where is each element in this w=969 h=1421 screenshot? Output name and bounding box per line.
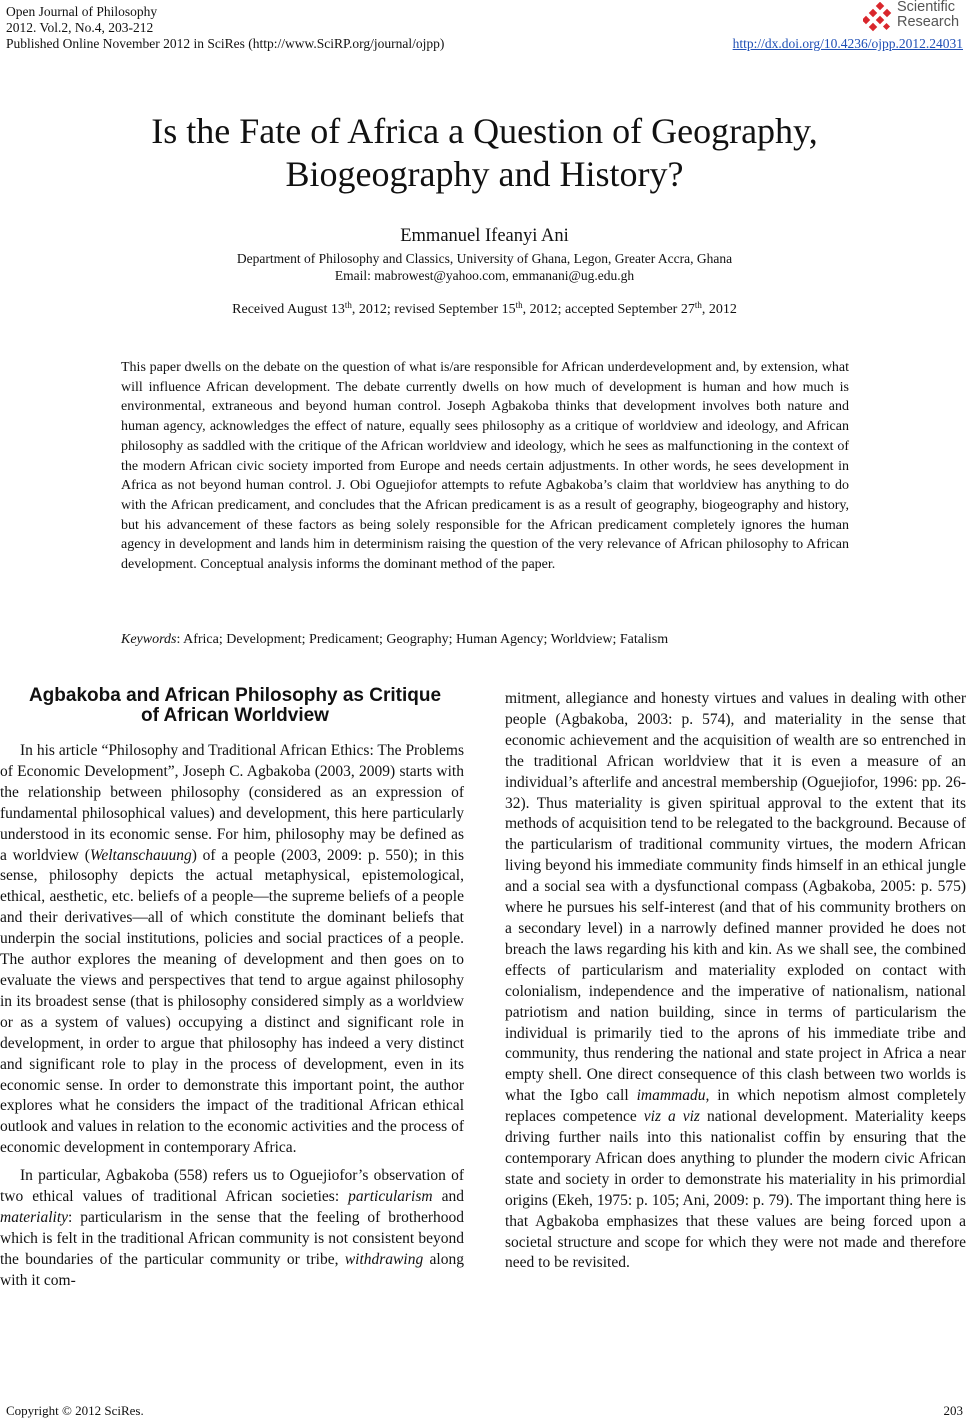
paragraph-2-term-materiality: materiality xyxy=(0,1208,69,1226)
author-email: Email: mabrowest@yahoo.com, emmanani@ug.edu.gh xyxy=(334,268,635,283)
section-heading-line-1: Agbakoba and African Philosophy as Critique xyxy=(28,685,442,706)
revised-suffix: th xyxy=(515,300,523,310)
publication-info: Published Online November 2012 in SciRes (http://www.SciRP.org/journal/ojpp) xyxy=(6,36,445,51)
left-column xyxy=(0,741,464,1292)
paper-title xyxy=(0,110,969,196)
logo-text xyxy=(897,0,959,30)
doi-link[interactable]: http://dx.doi.org/10.4236/ojpp.2012.24031 xyxy=(732,36,963,51)
paragraph-1 xyxy=(0,741,464,1159)
revised-date: , 2012; revised September 15 xyxy=(351,302,516,317)
scientific-research-logo-icon xyxy=(863,2,897,32)
keywords-label: Keywords xyxy=(121,632,177,647)
accepted-date: , 2012; accepted September 27 xyxy=(522,302,695,317)
abstract: This paper dwells on the debate on the question of what is/are responsible for African underdevelopment and, by extension, what will influence African development. The debate currently dwells on how much of development is human and how much is environmental, extraneous and beyond human control. Joseph Agbakoba thinks that development involves both nature and human agency, acknowledges the effect of nature, equally sees philosophy as a critique of worldview and ideology, and African philosophy as saddled with the critique of the African worldview and ideology, which he sees as malfunctioning in the context of the modern African civic society imported from Europe and needs certain adjustments. In other words, he sees development in Africa as not beyond human control. J. Obi Oguejiofor attempts to refute Agbakoba’s claim that worldview has anything to do with the African predicament, and concludes that the African predicament is as a result of geography, biogeography and history, but his advancement of these factors as being solely responsible for the African predicament completely ignores the human agency in development and lands him in determinism raising the question of the very relevance of African philosophy to African development. Conceptual analysis informs the dominant method of the paper. xyxy=(121,360,849,573)
paragraph-1-text-b: ) of a people (2003, 2009: p. 550); in this sense, philosophy depicts the actual metaphysical, epistemological, ethical, aesthetic, etc. beliefs of a people—the supreme beliefs of a people and their derivatives—all of which constitute the dominant beliefs that underpin the social institutions, policies and social practices of a people. The author explores the meaning of development and then goes on to evaluate the views and perspectives that tend to argue against philosophy in its broadest sense (that is philosophy considered simply as a worldview or as a system of values) occupying a distinct and significant role in development, in order to argue that philosophy has indeed a very distinct and significant role to play in the process of development, even in its economic sense. In order to demonstrate this important point, the author explores what he considers the impact of the traditional African ethical outlook and values in relation to the economic activities and the process of economic development in contemporary Africa. xyxy=(0,846,464,1157)
keywords-list: : Africa; Development; Predicament; Geography; Human Agency; Worldview; Fatalism xyxy=(176,632,669,647)
keywords xyxy=(121,632,849,648)
affiliation: Department of Philosophy and Classics, University of Ghana, Legon, Greater Accra, Ghana xyxy=(236,251,733,266)
journal-header xyxy=(6,4,444,52)
page-number: 203 xyxy=(943,1403,963,1418)
title-line-1: Is the Fate of Africa a Question of Geography, xyxy=(151,111,818,151)
paragraph-3-text-a: mitment, allegiance and honesty virtues and values in dealing with other people (Agbakoba, 2003: p. 574), and materiality in the sense that economic achievement and the acquisition of wealth are so entrenched in the traditional African worldview that it is even a measure of an individual’s afterlife and ancestral membership (Oguejiofor, 1996: pp. 26-32). Thus materiality is given spiritual approval to the extent that its methods of acquisition tend to be relegated to the background. Because of the particularism of traditional community virtues, the modern African living beyond his immediate community finds himself in an ethical jungle and a social sea with a dysfunctional compass (Agbakoba, 2005: p. 575) where he pursues his self-interest (and that of his community brothers on a secondary level) in a narrowly defined manner provided he does not breach the laws regarding his kith and kin. As we shall see, the combined effects of particularism and materiality exploded on contact with colonialism, independence and the imperative of nationalism, national patriotism and nation building, since in terms of particularism the individual is primarily tied to the aprons of his immediate tribe and community, thus rendering the national and state project in Africa a near empty shell. One direct consequence of this clash between two worlds is what the Igbo call xyxy=(505,690,966,1105)
paragraph-2-text-c: : particularism in the sense that the feeling of brotherhood which is felt in the traditional African community is not consistent beyond the boundaries of the particular community or tribe, xyxy=(0,1208,464,1268)
logo-text-line1: Scientific xyxy=(897,0,956,15)
paragraph-2 xyxy=(0,1166,464,1291)
submission-dates xyxy=(0,302,969,318)
dates-end: , 2012 xyxy=(701,302,737,317)
journal-name: Open Journal of Philosophy xyxy=(6,4,158,19)
paragraph-2-text-a: In particular, Agbakoba (558) refers us to Oguejiofor’s observation of two ethical values of traditional African societies: xyxy=(0,1167,464,1206)
paragraph-1-text-a: In his article “Philosophy and Traditional African Ethics: The Problems of Economic Development”, Joseph C. Agbakoba (2003, 2009) starts with the relationship between philosophy (considered as an expression of fundamental philosophical values) and development, this here particularly understood in its economic sense. For him, philosophy may be defined as a worldview ( xyxy=(0,742,464,864)
received-date: Received August 13 xyxy=(232,302,345,317)
paragraph-3-term-viz-a-viz: viz a viz xyxy=(643,1108,700,1126)
paragraph-3 xyxy=(505,689,966,1274)
paragraph-2-text-d: along with it com- xyxy=(0,1250,464,1289)
publisher-logo xyxy=(863,0,963,36)
title-line-2: Biogeography and History? xyxy=(285,154,684,194)
logo-text-line2: Research xyxy=(897,14,960,30)
right-column xyxy=(505,689,966,1274)
copyright-notice: Copyright © 2012 SciRes. xyxy=(6,1403,144,1418)
paragraph-1-term: Weltanschauung xyxy=(89,846,192,864)
affiliation-block xyxy=(0,250,969,284)
received-suffix: th xyxy=(344,300,352,310)
journal-volume: 2012. Vol.2, No.4, 203-212 xyxy=(6,20,154,35)
section-heading-line-2: of African Worldview xyxy=(141,705,329,726)
paragraph-3-text-b: in which nepotism almost completely replaces competence xyxy=(505,1087,966,1126)
section-heading xyxy=(6,686,464,726)
paragraph-3-term-imammadu: imammadu, xyxy=(636,1087,710,1105)
author-name: Emmanuel Ifeanyi Ani xyxy=(400,226,569,246)
paragraph-2-term-particularism: particularism xyxy=(348,1188,433,1206)
paragraph-2-text-b: and xyxy=(432,1188,464,1206)
paragraph-2-term-withdrawing: withdrawing xyxy=(344,1250,424,1268)
accepted-suffix: th xyxy=(694,300,702,310)
paragraph-3-text-c: national development. Materiality keeps driving further nails into this nationalist coffin by ensuring that the contemporary African does anything to plunder the modern civic African state and society in order to demonstrate his materiality in his primordial origins (Ekeh, 1975: p. 105; Ani, 2009: p. 79). The important thing here is that Agbakoba emphasizes that these values are being forced upon a societal structure and scope for which they were not made and therefore need to be revisited. xyxy=(505,1108,966,1272)
